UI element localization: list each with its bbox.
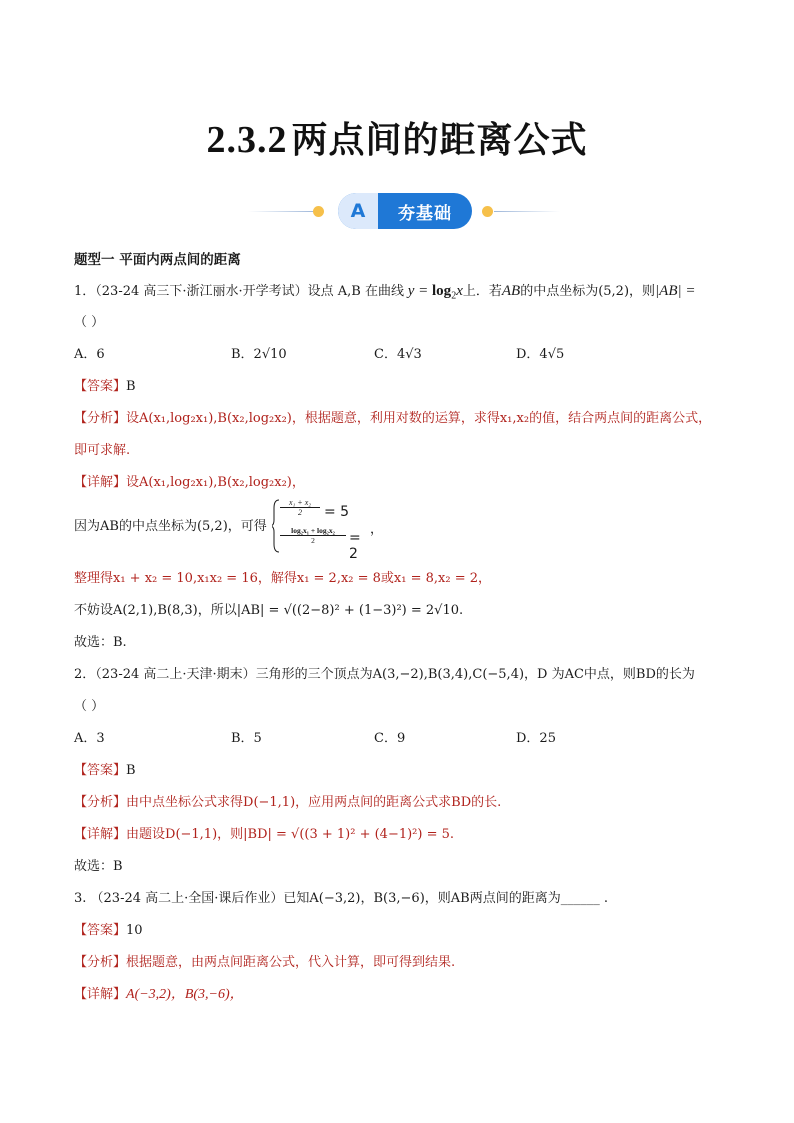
dot-left <box>313 206 324 217</box>
q1-end: 故选：B. <box>74 635 127 650</box>
q2-option-b: B．5 <box>231 731 262 746</box>
q2-end: 故选：B <box>74 859 123 874</box>
q2-detail: 【详解】由题设D(−1,1)，则|BD| = √((3 + 1)² + (4−1)²) = 5. <box>74 827 455 842</box>
q2-option-c: C．9 <box>374 731 406 746</box>
badge-label: 夯基础 <box>398 203 452 224</box>
title-text: 两点间的距离公式 <box>291 120 588 161</box>
q1-option-b: B．2√10 <box>231 347 287 362</box>
q2-answer: 【答案】B <box>74 763 136 778</box>
q2-stem: 2．（23-24 高二上·天津·期末）三角形的三个顶点为A(3,−2),B(3,4),C(−5,4)，D 为AC中点，则BD的长为 <box>74 667 695 682</box>
q1-detail: 【详解】设A(x₁,log₂x₁),B(x₂,log₂x₂)， <box>74 475 305 490</box>
divider-line-right <box>494 211 560 212</box>
q1-option-d: D．4√5 <box>516 347 565 362</box>
q1-paren: （ ） <box>74 315 105 330</box>
q2-option-a: A．3 <box>74 731 105 746</box>
badge-letter: A <box>338 193 378 229</box>
q3-answer: 【答案】10 <box>74 923 143 938</box>
q1-stem: 1．（23-24 高三下·浙江丽水·开学考试）设点 A,B 在曲线 $y = \log_2x$上．若AB的中点坐标为(5,2)，则|AB| = <box>74 283 696 302</box>
q1-detail-3: 整理得x₁ + x₂ = 10,x₁x₂ = 16，解得x₁ = 2,x₂ = 8或x₁ = 8,x₂ = 2， <box>74 571 492 586</box>
page-title <box>0 112 794 163</box>
divider-line-left <box>248 211 316 212</box>
q1-detail-4: 不妨设A(2,1),B(8,3)，所以|AB| = √((2−8)² + (1−3)²) = 2√10. <box>74 603 464 618</box>
q3-stem: 3. （23-24 高二上·全国·课后作业）已知A(−3,2)，B(3,−6)，则AB两点间的距离为______ . <box>74 891 608 906</box>
dot-right <box>482 206 493 217</box>
q1-stem-eq: |AB| = <box>655 283 696 299</box>
section-badge-row <box>0 193 794 229</box>
q2-option-d: D．25 <box>516 731 556 746</box>
title-number: 2.3.2 <box>206 119 288 161</box>
equation-system: x₁ + x₂ 2 = 5 log₂x₁ + log₂x₂ 2 = 2 ， <box>272 498 372 554</box>
q1-analysis: 【分析】设A(x₁,log₂x₁),B(x₂,log₂x₂)，根据题意，利用对数的运算，求得x₁,x₂的值，结合两点间的距离公式， <box>74 411 712 426</box>
q1-detail-2: 因为AB的中点坐标为(5,2)，可得 <box>74 519 267 534</box>
q1-answer: 【答案】B <box>74 379 136 394</box>
level-badge <box>338 193 472 229</box>
q1-analysis-cont: 即可求解. <box>74 443 131 458</box>
q2-paren: （ ） <box>74 699 105 714</box>
q1-option-c: C．4√3 <box>374 347 422 362</box>
section-heading: 题型一 平面内两点间的距离 <box>74 252 241 268</box>
q2-analysis: 【分析】由中点坐标公式求得D(−1,1)，应用两点间的距离公式求BD的长. <box>74 795 502 810</box>
q1-option-a: A．6 <box>74 347 105 362</box>
q3-detail: 【详解】A(−3,2)，B(3,−6)， <box>74 987 244 1002</box>
q3-analysis: 【分析】根据题意，由两点间距离公式，代入计算，即可得到结果. <box>74 955 456 970</box>
